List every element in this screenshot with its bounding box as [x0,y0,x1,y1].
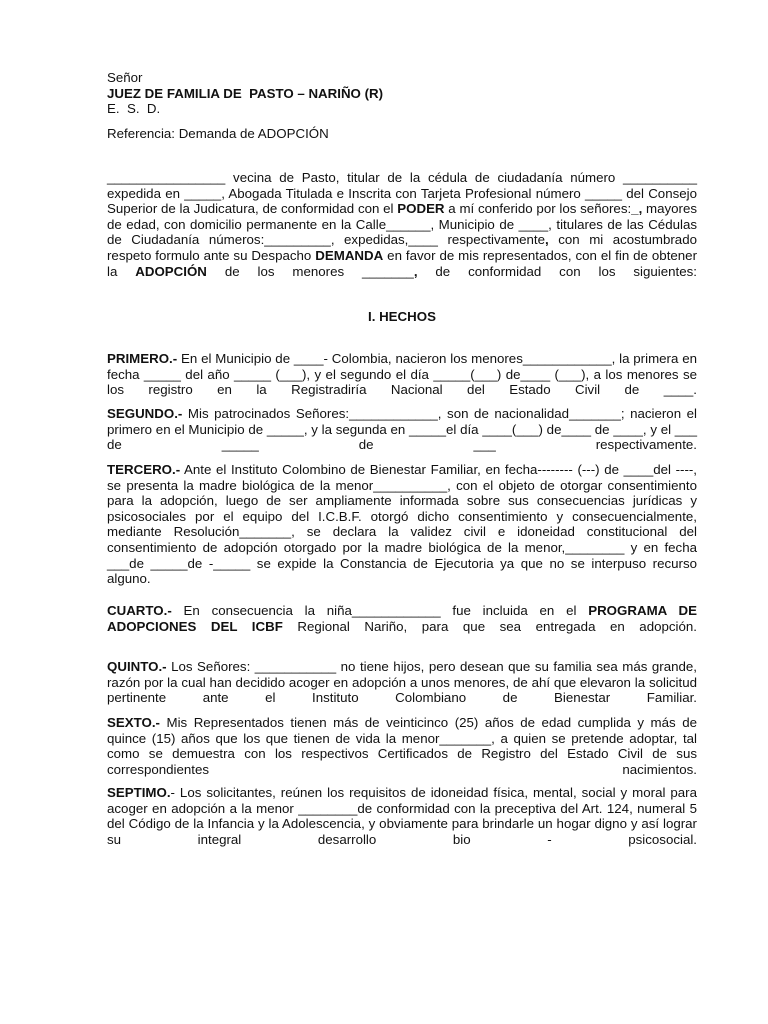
hecho-primero: PRIMERO.- En el Municipio de ____- Colombia, nacieron los menores____________, la primera en fecha _____ del año _____ (___), y el segundo el día _____(___) de____ (___), a los menores se los registro en la Registradiría Nacional del Estado Civil de ____. [107,351,697,398]
hecho-septimo: SEPTIMO.- Los solicitantes, reúnen los requisitos de idoneidad física, mental, social y moral para acoger en adopción a la menor ________de conformidad con la preceptiva del Art. 124, numeral 5 del Código de la Infancia y la Adolescencia, y obviamente para brindarle un hogar digno y así lograr su integral desarrollo bio - psicosocial. [107,785,697,847]
hecho-cuarto: CUARTO.- En consecuencia la niña____________ fue incluida en el PROGRAMA DE ADOPCIONES DEL ICBF Regional Nariño, para que sea entregada en adopción. [107,603,697,634]
esd-line: E. S. D. [107,101,161,117]
hecho-quinto: QUINTO.- Los Señores: ___________ no tiene hijos, pero desean que su familia sea más grande, razón por la cual han decidido acoger en adopción a unos menores, de ahí que elevaron la solicitud pertinente ante el Instituto Colombiano de Bienestar Familiar. [107,659,697,706]
hecho-segundo: SEGUNDO.- Mis patrocinados Señores:____________, son de nacionalidad_______; nacieron el primero en el Municipio de _____, y la segunda en _____el día ____(___) de____ de ____, y el ___ de _____ de ___ respectivamente. [107,406,697,453]
addressee: JUEZ DE FAMILIA DE PASTO – NARIÑO (R) [107,85,384,101]
letter-header [107,70,697,117]
reference-line: Referencia: Demanda de ADOPCIÓN [107,126,329,141]
salutation: Señor [107,70,143,85]
hecho-tercero: TERCERO.- Ante el Instituto Colombino de Bienestar Familiar, en fecha-------- (---) de ____del ----, se presenta la madre biológica de la menor__________, con el objeto de otorgar consentimiento para la adopción, luego de ser ampliamente informada sobre sus consecuencias jurídicas y psicosociales por el equipo del I.C.B.F. otorgó dicho consentimiento y consecuencialmente, mediante Resolución_______, se declara la validez civil e idoneidad constitucional del consentimiento de adopción otorgado por la madre biológica de la menor,________ y en fecha ___de _____de -_____ se expide la Constancia de Ejecutoria ya que no se interpuso recurso alguno. [107,462,697,587]
section-title: I. HECHOS [368,309,436,324]
intro-paragraph: ________________ vecina de Pasto, titular de la cédula de ciudadanía número __________ expedida en _____, Abogada Titulada e Inscrita con Tarjeta Profesional número _____ del Consejo Superior de la Judicatura, de conformidad con el PODER a mí conferido por los señores:_, mayores de edad, con domicilio permanente en la Calle______, Municipio de ____, titulares de las Cédulas de Ciudadanía números:_________, expedidas,____ respectivamente, con mi acostumbrado respeto formulo ante su Despacho DEMANDA en favor de mis representados, con el fin de obtener la ADOPCIÓN de los menores _______, de conformidad con los siguientes: [107,170,698,279]
hecho-sexto: SEXTO.- Mis Representados tienen más de veinticinco (25) años de edad cumplida y más de quince (15) años que los que tienen de vida la menor_______, a quien se pretende adoptar, tal como se demuestra con los respectivos Certificados de Registro del Estado Civil de sus correspondientes nacimientos. [107,715,697,777]
